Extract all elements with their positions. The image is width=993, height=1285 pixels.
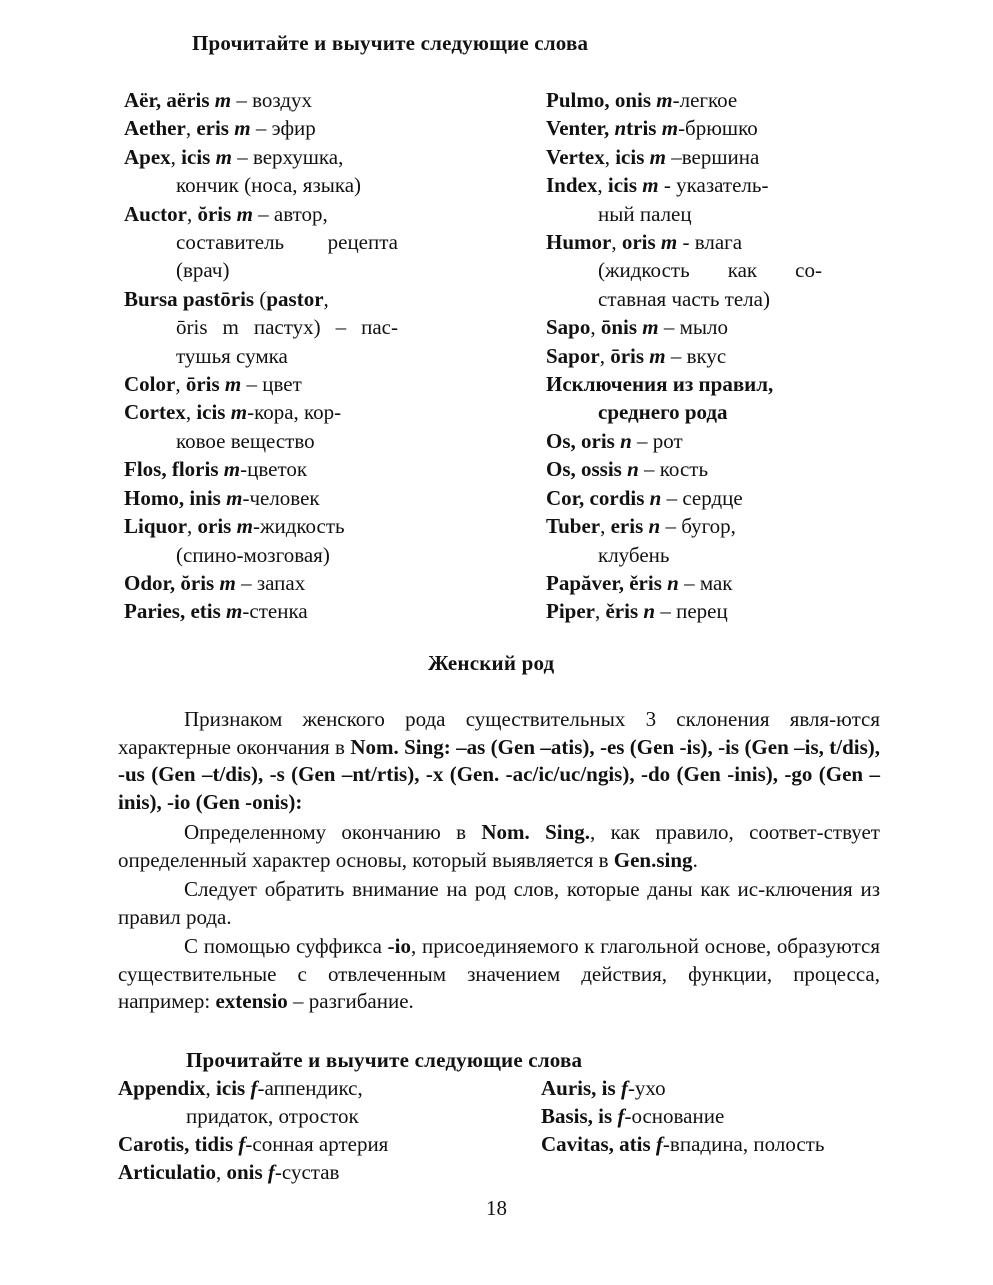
vocab-text: -ухо <box>627 1076 666 1100</box>
paragraph <box>118 876 880 931</box>
paragraph-text: . <box>692 847 698 872</box>
vocab-text: n <box>614 116 627 141</box>
vocab-text: – кость <box>638 457 709 482</box>
vocab-text: , <box>600 514 611 539</box>
vocab-text: m <box>649 343 666 368</box>
vocab-text: Aёr, aёris <box>124 88 215 112</box>
vocab-text: -впадина, полость <box>662 1132 825 1156</box>
vocab-text: m <box>230 400 248 425</box>
vocab-entry <box>546 143 822 171</box>
vocab-text: icis <box>216 1076 251 1100</box>
vocab-text: f <box>617 1104 625 1128</box>
paragraph <box>118 933 880 1016</box>
vocab-text: m <box>215 144 232 169</box>
paragraph-text: Nom. Sing: –as (Gen –atis), -es (Gen -is), -is (Gen –is, t/dis), -us (Gen –t/dis), -s (Gen –nt/rtis), -x (Gen. -ac/ic/uc/ngis), -do (Gen -inis), -go (Gen – inis), -io (Gen -onis): <box>118 734 880 814</box>
vocab-continuation: ковое вещество <box>176 428 315 453</box>
vocab-text: -жидкость <box>252 514 345 539</box>
vocab-text: oris <box>621 230 661 255</box>
vocab-column-right <box>546 86 822 626</box>
paragraph-text: extensio <box>215 989 288 1013</box>
vocab-continuation: клубень <box>598 542 670 567</box>
paragraph-text: С помощью суффикса <box>184 934 388 958</box>
vocab-entry <box>546 370 822 427</box>
vocab-text: m <box>234 116 251 141</box>
vocab-entry <box>546 86 822 114</box>
vocab-entry <box>124 370 398 398</box>
paragraph-text: Следует обратить внимание на род слов, которые даны как ис-ключения из правил рода. <box>118 877 880 929</box>
vocab-text: m <box>649 144 666 169</box>
vocab-text: Cavitas, atis <box>541 1132 656 1156</box>
vocab-text: , <box>594 599 606 624</box>
vocab-text: -аппендикс, <box>257 1076 363 1100</box>
vocab-text: n <box>620 428 632 453</box>
vocab-text: -легкое <box>672 88 738 112</box>
vocab-text: m <box>219 570 236 595</box>
vocab-text: – сердце <box>661 485 743 510</box>
vocab-text: Auctor <box>124 201 187 226</box>
vocab-text: ěris <box>605 599 644 624</box>
vocab-text: oris <box>197 514 237 539</box>
vocab-text: ōris <box>185 372 225 397</box>
paragraph-text: , присоединяемого к глагольной основе, образуются существительные с отвлеченным значением действия, функции, процесса, например: <box>118 934 880 1013</box>
vocab-entry <box>124 455 398 483</box>
vocab-text: , <box>185 400 197 425</box>
vocab-text: Bursa pastōris <box>124 286 260 311</box>
vocab-entry <box>118 1130 388 1158</box>
vocab-text: tris <box>626 116 662 141</box>
vocab-entry <box>546 455 822 483</box>
vocab-text: Articulatio <box>118 1160 216 1184</box>
vocab-text: - указатель- <box>658 173 769 198</box>
vocab-entry <box>124 285 398 370</box>
vocab-text: –вершина <box>665 144 760 169</box>
vocab-text: – воздух <box>231 88 312 112</box>
feminine-vocab-right <box>541 1074 824 1158</box>
vocab-text: ŏris <box>197 201 237 226</box>
vocab-text: Sapor <box>546 343 600 368</box>
vocab-continuation: кончик (носа, языка) <box>176 173 362 198</box>
vocab-text: -сустав <box>274 1160 340 1184</box>
vocab-text: – верхушка, <box>231 144 344 169</box>
vocab-entry <box>546 484 822 512</box>
vocab-entry <box>124 569 398 597</box>
vocab-text: Tuber <box>546 514 601 539</box>
vocab-text: Piper <box>546 599 595 624</box>
vocab-text: n <box>643 599 656 624</box>
vocab-text: -цветок <box>240 457 308 482</box>
vocab-text: Apex <box>124 144 171 169</box>
vocab-entry <box>124 398 398 455</box>
vocab-text: Paries, etis <box>124 599 227 624</box>
vocab-text: Appendix <box>118 1076 206 1100</box>
vocab-text: , <box>611 230 622 255</box>
vocab-text: , <box>186 201 198 226</box>
vocab-text: , <box>187 514 198 539</box>
vocab-text: m <box>661 116 679 141</box>
vocab-text: eris <box>196 116 235 141</box>
vocab-text: Basis, is <box>541 1104 618 1128</box>
vocab-text: -кора, кор- <box>247 400 342 425</box>
vocab-entry <box>541 1102 824 1130</box>
vocab-text: , <box>323 286 329 311</box>
vocab-entry <box>546 114 822 142</box>
vocab-text: ōnis <box>600 315 643 340</box>
vocab-entry <box>546 569 822 597</box>
vocab-entry <box>118 1158 388 1186</box>
vocab-text: icis <box>615 144 650 169</box>
vocab-entry <box>124 484 398 512</box>
vocab-text: Cortex <box>124 400 186 425</box>
vocab-text: Cor, cordis <box>546 485 650 510</box>
vocab-text: – бугор, <box>660 514 736 539</box>
paragraph-text: Nom. Sing. <box>481 820 591 844</box>
vocab-text: m <box>224 372 242 397</box>
vocab-text: – автор, <box>252 201 328 226</box>
vocab-text: , <box>604 144 616 169</box>
vocab-text: pastor <box>266 286 324 311</box>
section-title-masculine-words: Прочитайте и выучите следующие слова <box>192 31 589 55</box>
vocab-text: – запах <box>235 570 306 595</box>
vocab-text: n <box>627 457 639 482</box>
vocab-text: m <box>656 88 673 112</box>
feminine-vocab-left <box>118 1074 388 1186</box>
vocab-text: eris <box>610 514 649 539</box>
vocab-entry <box>546 597 822 625</box>
vocab-text: придаток, отросток <box>186 1104 359 1128</box>
vocab-text: m <box>236 201 253 226</box>
vocab-text: -стенка <box>242 599 308 624</box>
vocab-entry <box>546 342 822 370</box>
vocab-text: n <box>648 514 661 539</box>
section-title-feminine-words: Прочитайте и выучите следующие слова <box>186 1048 583 1072</box>
vocab-text: f <box>238 1132 246 1156</box>
vocab-entry <box>124 597 398 625</box>
vocab-continuation: (жидкость как со-ставная часть тела) <box>598 258 822 311</box>
vocab-text: , <box>599 343 611 368</box>
vocab-entry <box>546 171 822 228</box>
vocab-entry <box>124 114 398 142</box>
vocab-text: m <box>642 173 659 198</box>
paragraph <box>118 706 880 816</box>
vocab-text: m <box>236 514 253 539</box>
vocab-text: m <box>642 315 659 340</box>
paragraph-text: Определенному окончанию в <box>184 820 482 844</box>
vocab-entry <box>124 200 398 285</box>
vocab-text: – рот <box>631 428 683 453</box>
paragraph-text: -io <box>387 934 411 958</box>
vocab-text: – эфир <box>250 116 316 141</box>
vocab-text: m <box>223 457 241 482</box>
paragraph-text: , как правило, соответ-ствует определенный характер основы, который выявляется в <box>118 820 880 872</box>
vocab-text: , <box>170 144 182 169</box>
page-number: 18 <box>486 1196 507 1220</box>
vocab-text: Liquor <box>124 514 188 539</box>
vocab-text: m <box>226 485 243 510</box>
vocab-text: Os, oris <box>546 428 621 453</box>
vocab-entry <box>546 313 822 341</box>
vocab-text: icis <box>607 173 643 198</box>
vocab-text: - влага <box>677 230 743 255</box>
vocab-text: Aether <box>124 116 186 141</box>
vocab-text: -основание <box>624 1104 725 1128</box>
vocab-text: Homo, inis <box>124 485 227 510</box>
vocab-continuation: среднего рода <box>598 400 728 425</box>
paragraph-text: Gen.sing <box>613 847 693 872</box>
vocab-text: Pulmo, onis <box>546 88 657 112</box>
vocab-entry <box>546 427 822 455</box>
vocab-text: Auris, is <box>541 1076 621 1100</box>
vocab-entry <box>118 1102 388 1130</box>
vocab-text: – вкус <box>665 343 727 368</box>
vocab-entry <box>118 1074 388 1102</box>
vocab-text: Os, ossis <box>546 457 628 482</box>
vocab-text: Index <box>546 173 598 198</box>
vocab-text: Vertex <box>546 144 605 169</box>
vocab-text: Sapo <box>546 315 591 340</box>
vocab-text: – мак <box>678 570 733 595</box>
vocab-text: – перец <box>655 599 728 624</box>
vocab-text: -сонная артерия <box>245 1132 389 1156</box>
vocab-text: , <box>205 1076 217 1100</box>
vocab-text: Исключения из правил, <box>546 372 774 397</box>
vocab-text: , <box>597 173 608 198</box>
vocab-text: Venter, <box>546 116 615 141</box>
paragraph <box>118 819 880 874</box>
vocab-text: – цвет <box>241 372 302 397</box>
vocab-text: icis <box>196 400 231 425</box>
vocab-text: , <box>590 315 601 340</box>
vocab-text: ōris <box>610 343 650 368</box>
vocab-text: Odor, ŏris <box>124 570 220 595</box>
vocab-text: f <box>250 1076 258 1100</box>
vocab-text: – мыло <box>658 315 729 340</box>
vocab-entry <box>124 86 398 114</box>
vocab-continuation: ōris m пастух) – пас-тушья сумка <box>176 315 398 368</box>
vocab-text: n <box>667 570 679 595</box>
vocab-text: , <box>185 116 197 141</box>
vocab-column-left <box>124 86 398 626</box>
vocab-text: f <box>267 1160 275 1184</box>
paragraph-text: – разгибание. <box>287 989 414 1013</box>
paragraph-text: Признаком женского рода существительных 3 склонения явля-ются характерные окончания в <box>118 707 880 759</box>
vocab-text: Papăver, ěris <box>546 570 668 595</box>
vocab-text: -человек <box>242 485 320 510</box>
vocab-continuation: ный палец <box>598 201 692 226</box>
vocab-text: f <box>620 1076 628 1100</box>
vocab-text: f <box>655 1132 663 1156</box>
vocab-continuation: (спино-мозговая) <box>176 542 330 567</box>
vocab-entry <box>124 512 398 569</box>
vocab-text: n <box>649 485 662 510</box>
vocab-text: icis <box>181 144 216 169</box>
vocab-text: m <box>660 230 678 255</box>
vocab-text: Color <box>124 372 176 397</box>
vocab-text: Humor <box>546 230 612 255</box>
vocab-text: , <box>175 372 186 397</box>
vocab-entry <box>541 1074 824 1102</box>
vocab-entry <box>546 512 822 569</box>
vocab-continuation: составитель рецепта (врач) <box>176 230 398 283</box>
vocab-text: Carotis, tidis <box>118 1132 239 1156</box>
vocab-entry <box>546 228 822 313</box>
vocab-text: onis <box>226 1160 268 1184</box>
section-heading-feminine: Женский род <box>428 651 555 675</box>
vocab-text: -брюшко <box>678 116 758 141</box>
vocab-text: m <box>214 88 232 112</box>
vocab-entry <box>124 143 398 200</box>
vocab-text: ( <box>259 286 267 311</box>
vocab-text: , <box>215 1160 227 1184</box>
vocab-entry <box>541 1130 824 1158</box>
vocab-text: Flos, floris <box>124 457 224 482</box>
vocab-text: m <box>226 599 243 624</box>
